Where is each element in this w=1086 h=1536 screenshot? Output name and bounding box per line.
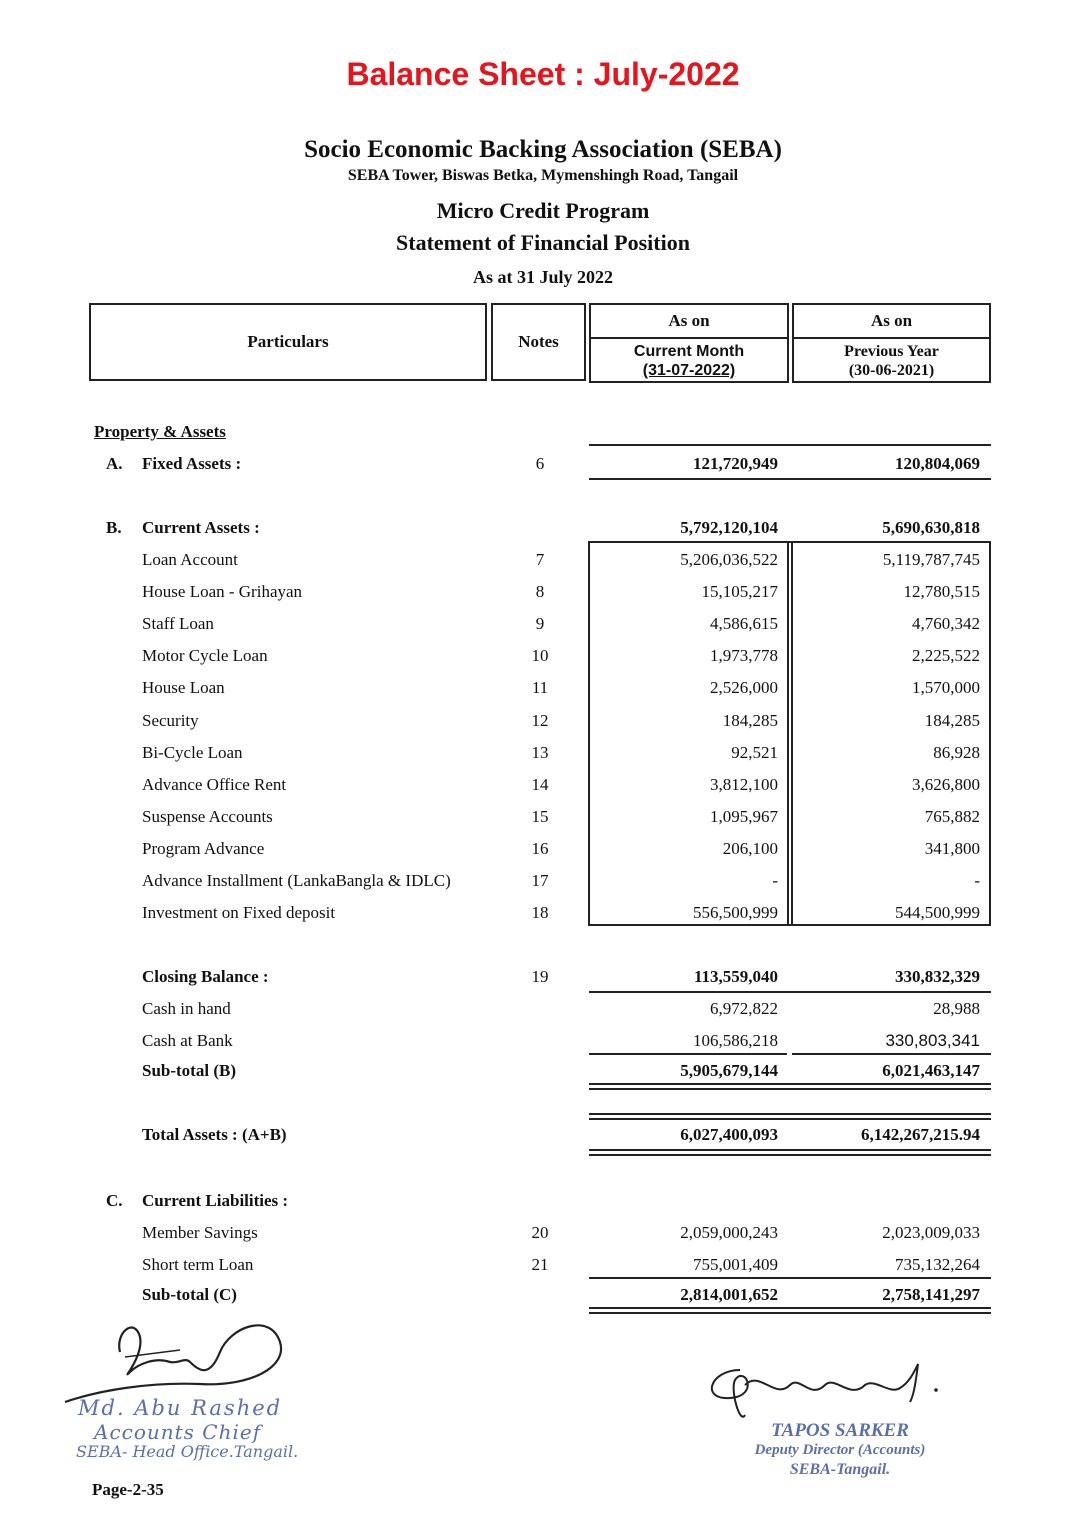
row-note: 6: [535, 454, 545, 473]
program-name: Micro Credit Program: [436, 198, 650, 223]
current-asset-row: [0, 743, 1086, 773]
previous-year-date: (30-06-2021): [848, 362, 935, 379]
row-previous: 5,119,787,745: [882, 550, 980, 569]
current-asset-row: [0, 614, 1086, 644]
section-letter: C.: [106, 1191, 123, 1210]
current-asset-row: [0, 582, 1086, 612]
row-label: Sub-total (C): [142, 1285, 237, 1304]
double-rule: [589, 1149, 991, 1156]
row-current: 1,095,967: [710, 806, 778, 826]
row-label: Security: [142, 710, 199, 730]
current-month-label: Current Month: [633, 343, 745, 360]
rule: [589, 1277, 991, 1279]
signature-left-scribble: [60, 1312, 290, 1407]
row-label: Sub-total (B): [142, 1061, 236, 1080]
rule: [589, 478, 991, 480]
row-note: 12: [531, 710, 549, 730]
row-previous: 5,690,630,818: [882, 518, 980, 537]
row-previous: 330,832,329: [895, 967, 980, 986]
signature-left-name: Md. Abu Rashed: [78, 1396, 283, 1420]
row-current: 6,972,822: [710, 999, 778, 1018]
row-current: 2,526,000: [710, 678, 778, 698]
cash-in-hand-row: [0, 999, 1086, 1029]
current-asset-row: [0, 839, 1086, 869]
row-label: Program Advance: [142, 838, 265, 858]
row-note: 7: [535, 550, 545, 569]
row-label: Staff Loan: [142, 614, 214, 634]
row-previous: 544,500,999: [895, 903, 980, 923]
previous-year-header-box: [792, 303, 991, 383]
row-current: 4,586,615: [710, 614, 778, 634]
signature-right-title: Deputy Director (Accounts): [754, 1442, 926, 1458]
member-savings-row: [0, 1223, 1086, 1253]
row-current: 6,027,400,093: [680, 1125, 778, 1144]
current-asset-row: [0, 678, 1086, 708]
row-previous: 120,804,069: [895, 454, 980, 473]
row-label: Cash at Bank: [142, 1031, 233, 1050]
short-term-loan-row: [0, 1255, 1086, 1285]
row-label: Current Assets :: [142, 518, 260, 537]
row-note: 9: [535, 614, 545, 634]
row-note: 11: [531, 678, 549, 698]
particulars-header: Particulars: [247, 332, 329, 351]
row-current: 106,586,218: [693, 1031, 778, 1050]
row-previous: 6,021,463,147: [882, 1061, 980, 1080]
as-at-date: As at 31 July 2022: [472, 267, 613, 287]
organization-address: SEBA Tower, Biswas Betka, Mymenshingh Road, Tangail: [347, 167, 739, 184]
row-note: 18: [531, 903, 549, 923]
signature-right-name: TAPOS SARKER: [771, 1420, 909, 1441]
row-previous: 765,882: [924, 806, 980, 826]
notes-header: Notes: [518, 332, 559, 351]
property-assets-heading: Property & Assets: [94, 422, 226, 441]
row-current: 3,812,100: [710, 774, 778, 794]
page-number: Page-2-35: [92, 1480, 164, 1499]
banner-title: Balance Sheet : July-2022: [346, 56, 740, 92]
row-previous: 3,626,800: [912, 774, 980, 794]
double-rule: [589, 1307, 991, 1314]
current-asset-row: [0, 871, 1086, 901]
row-previous: 2,758,141,297: [882, 1285, 980, 1304]
current-asset-row: [0, 711, 1086, 741]
row-current: 206,100: [722, 838, 778, 858]
row-note: 15: [531, 806, 549, 826]
row-label: House Loan: [142, 678, 225, 698]
current-asset-row: [0, 550, 1086, 580]
row-note: 20: [531, 1223, 549, 1242]
cash-at-bank-row: [0, 1031, 1086, 1061]
row-label: Closing Balance :: [142, 967, 269, 986]
row-current: 92,521: [731, 742, 778, 762]
row-note: 13: [531, 742, 549, 762]
rule: [589, 1053, 787, 1055]
row-label: Suspense Accounts: [142, 806, 273, 826]
rule: [589, 991, 991, 993]
row-current: 2,814,001,652: [680, 1285, 778, 1304]
current-asset-row: [0, 903, 1086, 933]
double-rule: [589, 1113, 991, 1120]
double-rule: [589, 1083, 991, 1090]
row-current: 5,206,036,522: [680, 550, 778, 569]
row-previous: 735,132,264: [895, 1255, 980, 1274]
section-letter: A.: [106, 454, 123, 473]
current-liabilities-row: [0, 1191, 1086, 1221]
rule: [589, 444, 991, 446]
row-note: 16: [531, 838, 549, 858]
row-note: 17: [531, 871, 549, 890]
row-label: Loan Account: [142, 550, 238, 569]
row-note: 19: [531, 967, 549, 986]
notes-header-box: [491, 303, 586, 381]
row-note: 10: [531, 646, 549, 666]
particulars-header-box: [89, 303, 487, 381]
row-current: 755,001,409: [693, 1255, 778, 1274]
as-on-previous-header: As on: [794, 311, 989, 339]
row-previous: 330,803,341: [885, 1031, 980, 1050]
row-label: Bi-Cycle Loan: [142, 742, 243, 762]
row-previous: 184,285: [924, 710, 980, 730]
row-current: 5,905,679,144: [680, 1061, 778, 1080]
row-note: 8: [535, 582, 545, 602]
row-note: 14: [531, 774, 549, 794]
row-label: Advance Installment (LankaBangla & IDLC): [142, 871, 451, 890]
row-current: 113,559,040: [693, 967, 778, 986]
row-current: 121,720,949: [693, 454, 778, 473]
row-current: 1,973,778: [710, 646, 778, 666]
row-label: Short term Loan: [142, 1255, 254, 1274]
as-on-current-header: As on: [591, 311, 787, 339]
current-month-header-box: [589, 303, 789, 383]
row-label: Investment on Fixed deposit: [142, 903, 336, 923]
row-previous: 6,142,267,215.94: [861, 1125, 980, 1144]
signature-right-org: SEBA-Tangail.: [789, 1461, 891, 1478]
row-previous: 86,928: [933, 742, 980, 762]
row-previous: 28,988: [933, 999, 980, 1018]
row-label: Advance Office Rent: [142, 774, 287, 794]
rule: [792, 1053, 991, 1055]
row-current: 184,285: [722, 710, 778, 730]
row-current: -: [772, 871, 778, 890]
row-label: Total Assets : (A+B): [142, 1125, 287, 1144]
row-previous: 4,760,342: [912, 614, 980, 634]
current-month-date: (31-07-2022): [642, 362, 736, 379]
row-label: Motor Cycle Loan: [142, 646, 268, 666]
previous-year-label: Previous Year: [844, 343, 939, 360]
current-asset-row: [0, 646, 1086, 676]
row-note: 21: [531, 1255, 549, 1274]
signature-left-title: Accounts Chief: [94, 1420, 262, 1444]
row-current: 5,792,120,104: [680, 518, 778, 537]
row-label: Member Savings: [142, 1223, 258, 1242]
row-label: House Loan - Grihayan: [142, 582, 303, 602]
current-asset-row: [0, 807, 1086, 837]
row-current: 2,059,000,243: [680, 1223, 778, 1242]
section-letter: B.: [106, 518, 122, 537]
row-label: Cash in hand: [142, 999, 231, 1018]
signature-left-org: SEBA- Head Office.Tangail.: [76, 1442, 299, 1461]
row-label: Fixed Assets :: [142, 454, 242, 473]
row-label: Current Liabilities :: [142, 1191, 289, 1210]
current-asset-row: [0, 775, 1086, 805]
row-previous: 2,023,009,033: [882, 1223, 980, 1242]
organization-name: Socio Economic Backing Association (SEBA): [304, 136, 782, 163]
row-previous: -: [974, 871, 980, 890]
row-previous: 341,800: [924, 838, 980, 858]
row-previous: 1,570,000: [912, 678, 980, 698]
row-previous: 12,780,515: [903, 582, 980, 602]
row-current: 15,105,217: [701, 582, 778, 602]
statement-title: Statement of Financial Position: [396, 230, 690, 255]
row-current: 556,500,999: [693, 903, 778, 923]
row-previous: 2,225,522: [912, 646, 980, 666]
